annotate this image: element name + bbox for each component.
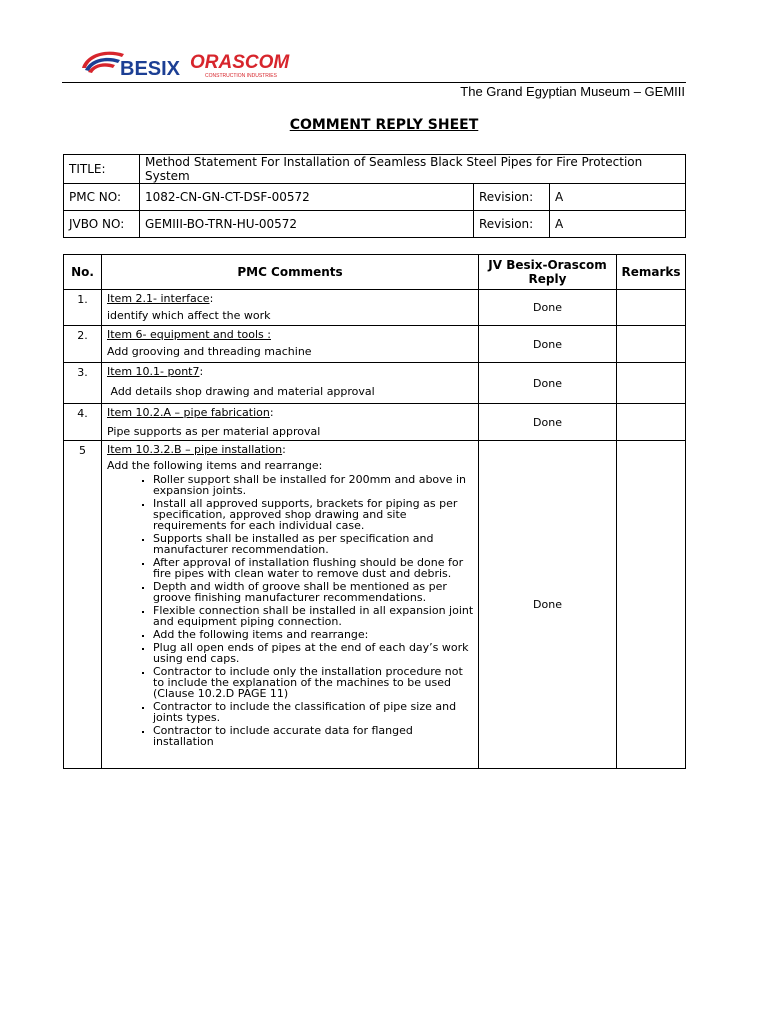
bullet-item: ▪ Flexible connection shall be installed in all expansion joint and equipment piping connection. (153, 605, 474, 627)
comment-text: Add the following items and rearrange: (107, 459, 323, 472)
item-reference: Item 10.3.2.B – pipe installation (107, 443, 283, 456)
row-number: 1. (64, 290, 102, 326)
pmc-comment (102, 404, 479, 441)
comment-row (64, 404, 686, 441)
header-no: No. (64, 255, 102, 290)
row-number: 4. (64, 404, 102, 441)
jvbo-revision-value: A (550, 211, 686, 238)
pmc-no-value: 1082-CN-GN-CT-DSF-00572 (140, 184, 474, 211)
pmc-comment (102, 290, 479, 326)
item-reference: Item 2.1- interface (107, 292, 210, 305)
info-row-title (64, 155, 686, 184)
comments-table (63, 254, 686, 769)
project-name: The Grand Egyptian Museum – GEMIII (460, 84, 685, 99)
comment-text: Add details shop drawing and material approval (107, 385, 375, 398)
pmc-comment (102, 441, 479, 769)
reply: Done (479, 404, 617, 441)
pmc-comment (102, 326, 479, 363)
bullet-item: ▪ Plug all open ends of pipes at the end of each day’s work using end caps. (153, 642, 474, 664)
bullet-item: ▪ Contractor to include accurate data for flanged installation (153, 725, 474, 747)
comment-row (64, 326, 686, 363)
reply: Done (479, 363, 617, 404)
pmc-comment (102, 363, 479, 404)
jvbo-no-value: GEMIII-BO-TRN-HU-00572 (140, 211, 474, 238)
logo-subtitle: CONSTRUCTION INDUSTRIES (205, 73, 277, 79)
remarks (617, 326, 686, 363)
bullet-item: ▪ Install all approved supports, brackets for piping as per specification, approved shop drawing and site requirements for each individual case. (153, 498, 474, 531)
item-reference: Item 6- equipment and tools : (107, 328, 271, 341)
row-number: 5 (64, 441, 102, 769)
comment-row (64, 441, 686, 769)
comments-header-row (64, 255, 686, 290)
reply: Done (479, 441, 617, 769)
reply: Done (479, 290, 617, 326)
bullet-list (107, 474, 474, 747)
company-logo (80, 46, 300, 80)
bullet-item: ▪ Supports shall be installed as per specification and manufacturer recommendation. (153, 533, 474, 555)
comment-text: Pipe supports as per material approval (107, 425, 321, 438)
bullet-item: ▪ Depth and width of groove shall be mentioned as per groove finishing manufacturer recommendations. (153, 581, 474, 603)
info-row-jvbo (64, 211, 686, 238)
bullet-item: ▪ Roller support shall be installed for 200mm and above in expansion joints. (153, 474, 474, 496)
header-divider (62, 82, 686, 83)
comment-row (64, 363, 686, 404)
row-number: 3. (64, 363, 102, 404)
comment-row (64, 290, 686, 326)
logo-besix: BESIX (120, 58, 181, 80)
item-suffix: : (282, 443, 286, 456)
info-row-pmc (64, 184, 686, 211)
item-reference: Item 10.2.A – pipe fabrication (107, 406, 270, 419)
title-label: TITLE: (64, 155, 140, 184)
bullet-item: ▪ Add the following items and rearrange: (153, 629, 474, 640)
bullet-item: ▪ Contractor to include only the installation procedure not to include the explanation of the machines to be used (Clause 10.2.D PAGE 11) (153, 666, 474, 699)
logo-swoosh-icon (82, 52, 124, 73)
header-remarks: Remarks (617, 255, 686, 290)
logo-orascom: ORASCOM (190, 52, 290, 73)
bullet-item: ▪ Contractor to include the classification of pipe size and joints types. (153, 701, 474, 723)
jvbo-revision-label: Revision: (474, 211, 550, 238)
row-number: 2. (64, 326, 102, 363)
remarks (617, 290, 686, 326)
title-value: Method Statement For Installation of Seamless Black Steel Pipes for Fire Protection System (140, 155, 686, 184)
reply: Done (479, 326, 617, 363)
bullet-item: ▪ After approval of installation flushing should be done for fire pipes with clean water to remove dust and debris. (153, 557, 474, 579)
page-title: COMMENT REPLY SHEET (289, 117, 479, 133)
header-reply: JV Besix-Orascom Reply (479, 255, 617, 290)
remarks (617, 363, 686, 404)
pmc-revision-label: Revision: (474, 184, 550, 211)
item-suffix: : (209, 292, 214, 305)
comment-text: identify which affect the work (107, 309, 271, 322)
item-suffix: : (199, 365, 204, 378)
jvbo-no-label: JVBO NO: (64, 211, 140, 238)
document-info-table (63, 154, 686, 238)
comment-text: Add grooving and threading machine (107, 345, 312, 358)
remarks (617, 404, 686, 441)
pmc-revision-value: A (550, 184, 686, 211)
header-pmc-comments: PMC Comments (102, 255, 479, 290)
item-suffix: : (269, 406, 274, 419)
pmc-no-label: PMC NO: (64, 184, 140, 211)
item-reference: Item 10.1- pont7 (107, 365, 200, 378)
remarks (617, 441, 686, 769)
